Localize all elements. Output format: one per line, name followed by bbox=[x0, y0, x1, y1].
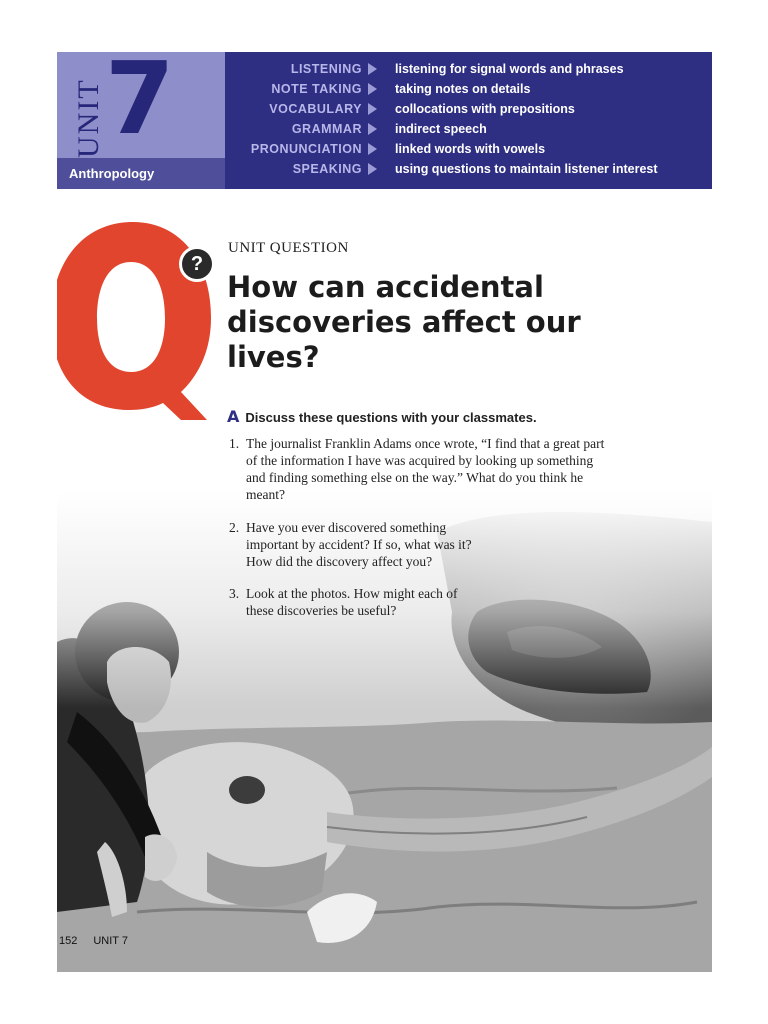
skill-row bbox=[225, 59, 712, 79]
skill-name: PRONUNCIATION bbox=[250, 142, 362, 156]
skill-description: using questions to maintain listener interest bbox=[395, 162, 658, 176]
activity-instruction: Discuss these questions with your classmates. bbox=[245, 410, 537, 425]
discussion-question bbox=[229, 435, 609, 503]
skill-description: listening for signal words and phrases bbox=[395, 62, 624, 76]
skill-name: GRAMMAR bbox=[291, 122, 362, 136]
skill-name: LISTENING bbox=[290, 62, 362, 76]
discussion-question bbox=[229, 519, 479, 570]
triangle-right-icon bbox=[368, 123, 377, 135]
question-mark-icon: ? bbox=[179, 246, 215, 282]
activity-letter: A bbox=[227, 407, 240, 426]
q-logo bbox=[57, 210, 221, 430]
skill-name: SPEAKING bbox=[292, 162, 362, 176]
skill-name: NOTE TAKING bbox=[271, 82, 362, 96]
unit-question-label: UNIT QUESTION bbox=[228, 240, 349, 256]
triangle-right-icon bbox=[368, 83, 377, 95]
skill-description: indirect speech bbox=[395, 122, 487, 136]
activity-heading bbox=[227, 407, 537, 426]
triangle-right-icon bbox=[368, 163, 377, 175]
skill-name: VOCABULARY bbox=[269, 102, 362, 116]
question-text: The journalist Franklin Adams once wrote, “I find that a great part of the information I have was acquired by looking up something and finding something else on the way.” What do you think he meant? bbox=[246, 436, 605, 502]
question-number: 3. bbox=[229, 586, 240, 601]
question-text: Have you ever discovered something important by accident? If so, what was it? How did the discovery affect you? bbox=[246, 520, 472, 569]
question-number: 2. bbox=[229, 520, 240, 535]
question-number: 1. bbox=[229, 436, 240, 451]
skill-row bbox=[225, 139, 712, 159]
unit-subject: Anthropology bbox=[57, 158, 225, 189]
skill-description: taking notes on details bbox=[395, 82, 531, 96]
skill-row bbox=[225, 119, 712, 139]
triangle-right-icon bbox=[368, 103, 377, 115]
skill-description: collocations with prepositions bbox=[395, 102, 575, 116]
skill-row bbox=[225, 99, 712, 119]
unit-number: 7 bbox=[105, 52, 175, 157]
skills-panel bbox=[225, 52, 712, 189]
question-text: Look at the photos. How might each of these discoveries be useful? bbox=[246, 586, 458, 618]
triangle-right-icon bbox=[368, 63, 377, 75]
unit-badge bbox=[57, 52, 225, 189]
skill-row bbox=[225, 159, 712, 179]
unit-word: UNIT bbox=[72, 78, 105, 158]
unit-question: How can accidental discoveries affect our lives? bbox=[227, 270, 581, 374]
discussion-question bbox=[229, 585, 464, 619]
textbook-page bbox=[57, 52, 712, 972]
footer-unit-label: UNIT 7 bbox=[93, 935, 128, 947]
page-footer bbox=[59, 935, 144, 947]
skill-row bbox=[225, 79, 712, 99]
triangle-right-icon bbox=[368, 143, 377, 155]
page-number: 152 bbox=[59, 935, 78, 947]
skill-description: linked words with vowels bbox=[395, 142, 546, 156]
